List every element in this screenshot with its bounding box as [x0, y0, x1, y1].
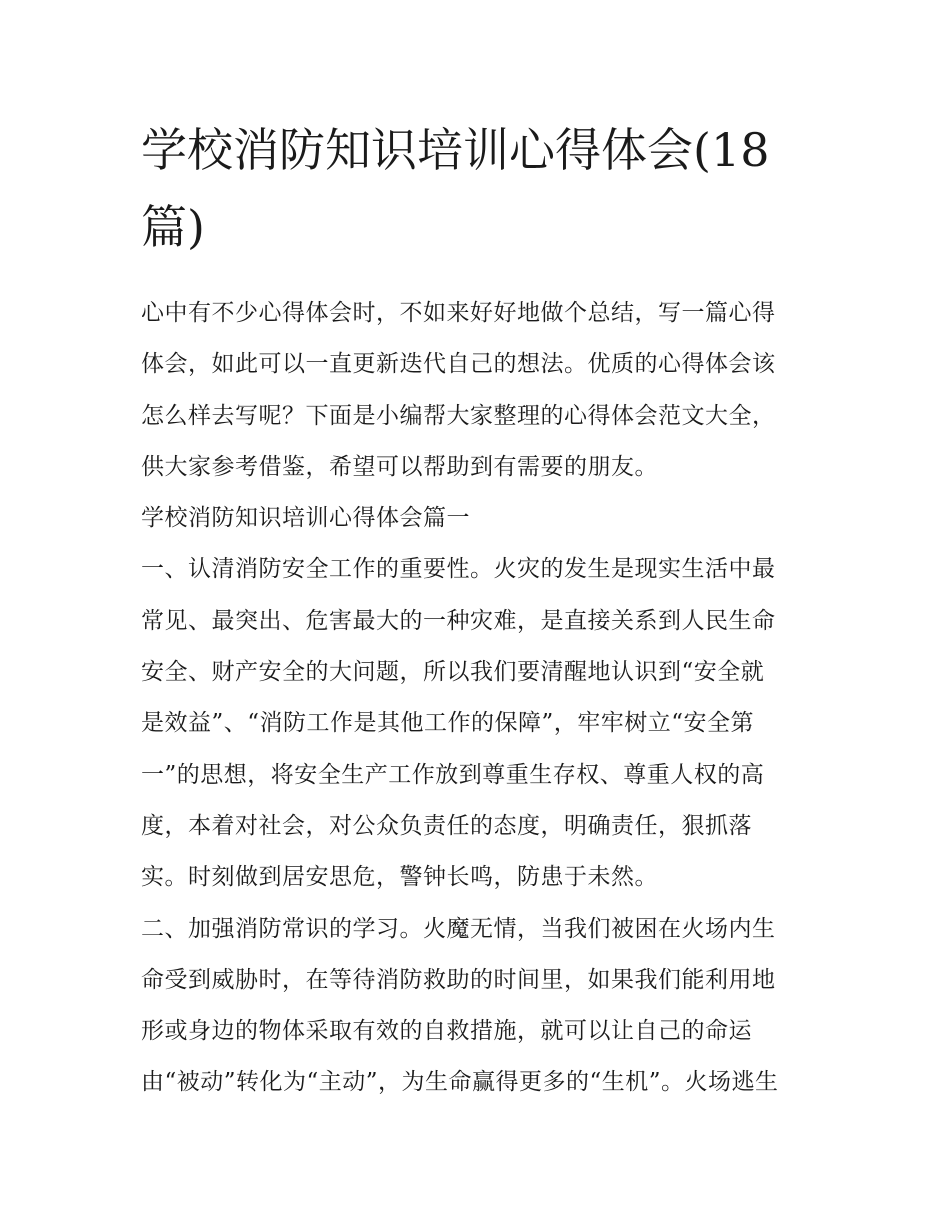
intro-line: 心中有不少心得体会时，不如来好好地做个总结，写一篇心得: [141, 300, 776, 326]
section-heading-text: 学校消防知识培训心得体会篇一: [141, 505, 470, 532]
body-paragraph-1: [141, 544, 813, 903]
paragraph-line: 一、认清消防安全工作的重要性。火灾的发生是现实生活中最: [141, 556, 776, 583]
paragraph-line: 由“被动”转化为“主动”，为生命赢得更多的“生机”。火场逃生: [141, 1069, 779, 1096]
paragraph-line: 是效益”、“消防工作是其他工作的保障”，牢牢树立“安全第: [141, 710, 755, 737]
title-line: 学校消防知识培训心得体会(18: [141, 123, 770, 177]
paragraph-line: 形或身边的物体采取有效的自救措施，就可以让自己的命运: [141, 1018, 752, 1045]
intro-line: 供大家参考借鉴，希望可以帮助到有需要的朋友。: [141, 453, 658, 480]
document-body: [141, 112, 813, 1109]
paragraph-line: 命受到威胁时，在等待消防救助的时间里，如果我们能利用地: [141, 966, 776, 993]
body-paragraph-2: [141, 904, 813, 1109]
paragraph-line: 一”的思想，将安全生产工作放到尊重生存权、尊重人权的高: [141, 761, 765, 788]
section-heading: [141, 493, 813, 544]
paragraph-line: 二、加强消防常识的学习。火魔无情，当我们被困在火场内生: [141, 915, 776, 942]
intro-paragraph: [141, 288, 813, 493]
title-line: 篇): [141, 200, 205, 254]
paragraph-line: 常见、最突出、危害最大的一种灾难，是直接关系到人民生命: [141, 607, 776, 634]
paragraph-line: 度，本着对社会，对公众负责任的态度，明确责任，狠抓落: [141, 812, 752, 839]
paragraph-line: 实。时刻做到居安思危，警钟长鸣，防患于未然。: [141, 864, 658, 891]
intro-line: 怎么样去写呢？下面是小编帮大家整理的心得体会范文大全，: [141, 402, 776, 429]
paragraph-line: 安全、财产安全的大问题，所以我们要清醒地认识到“安全就: [141, 659, 765, 686]
intro-line: 体会，如此可以一直更新迭代自己的想法。优质的心得体会该: [141, 351, 776, 378]
document-title: [141, 112, 813, 266]
